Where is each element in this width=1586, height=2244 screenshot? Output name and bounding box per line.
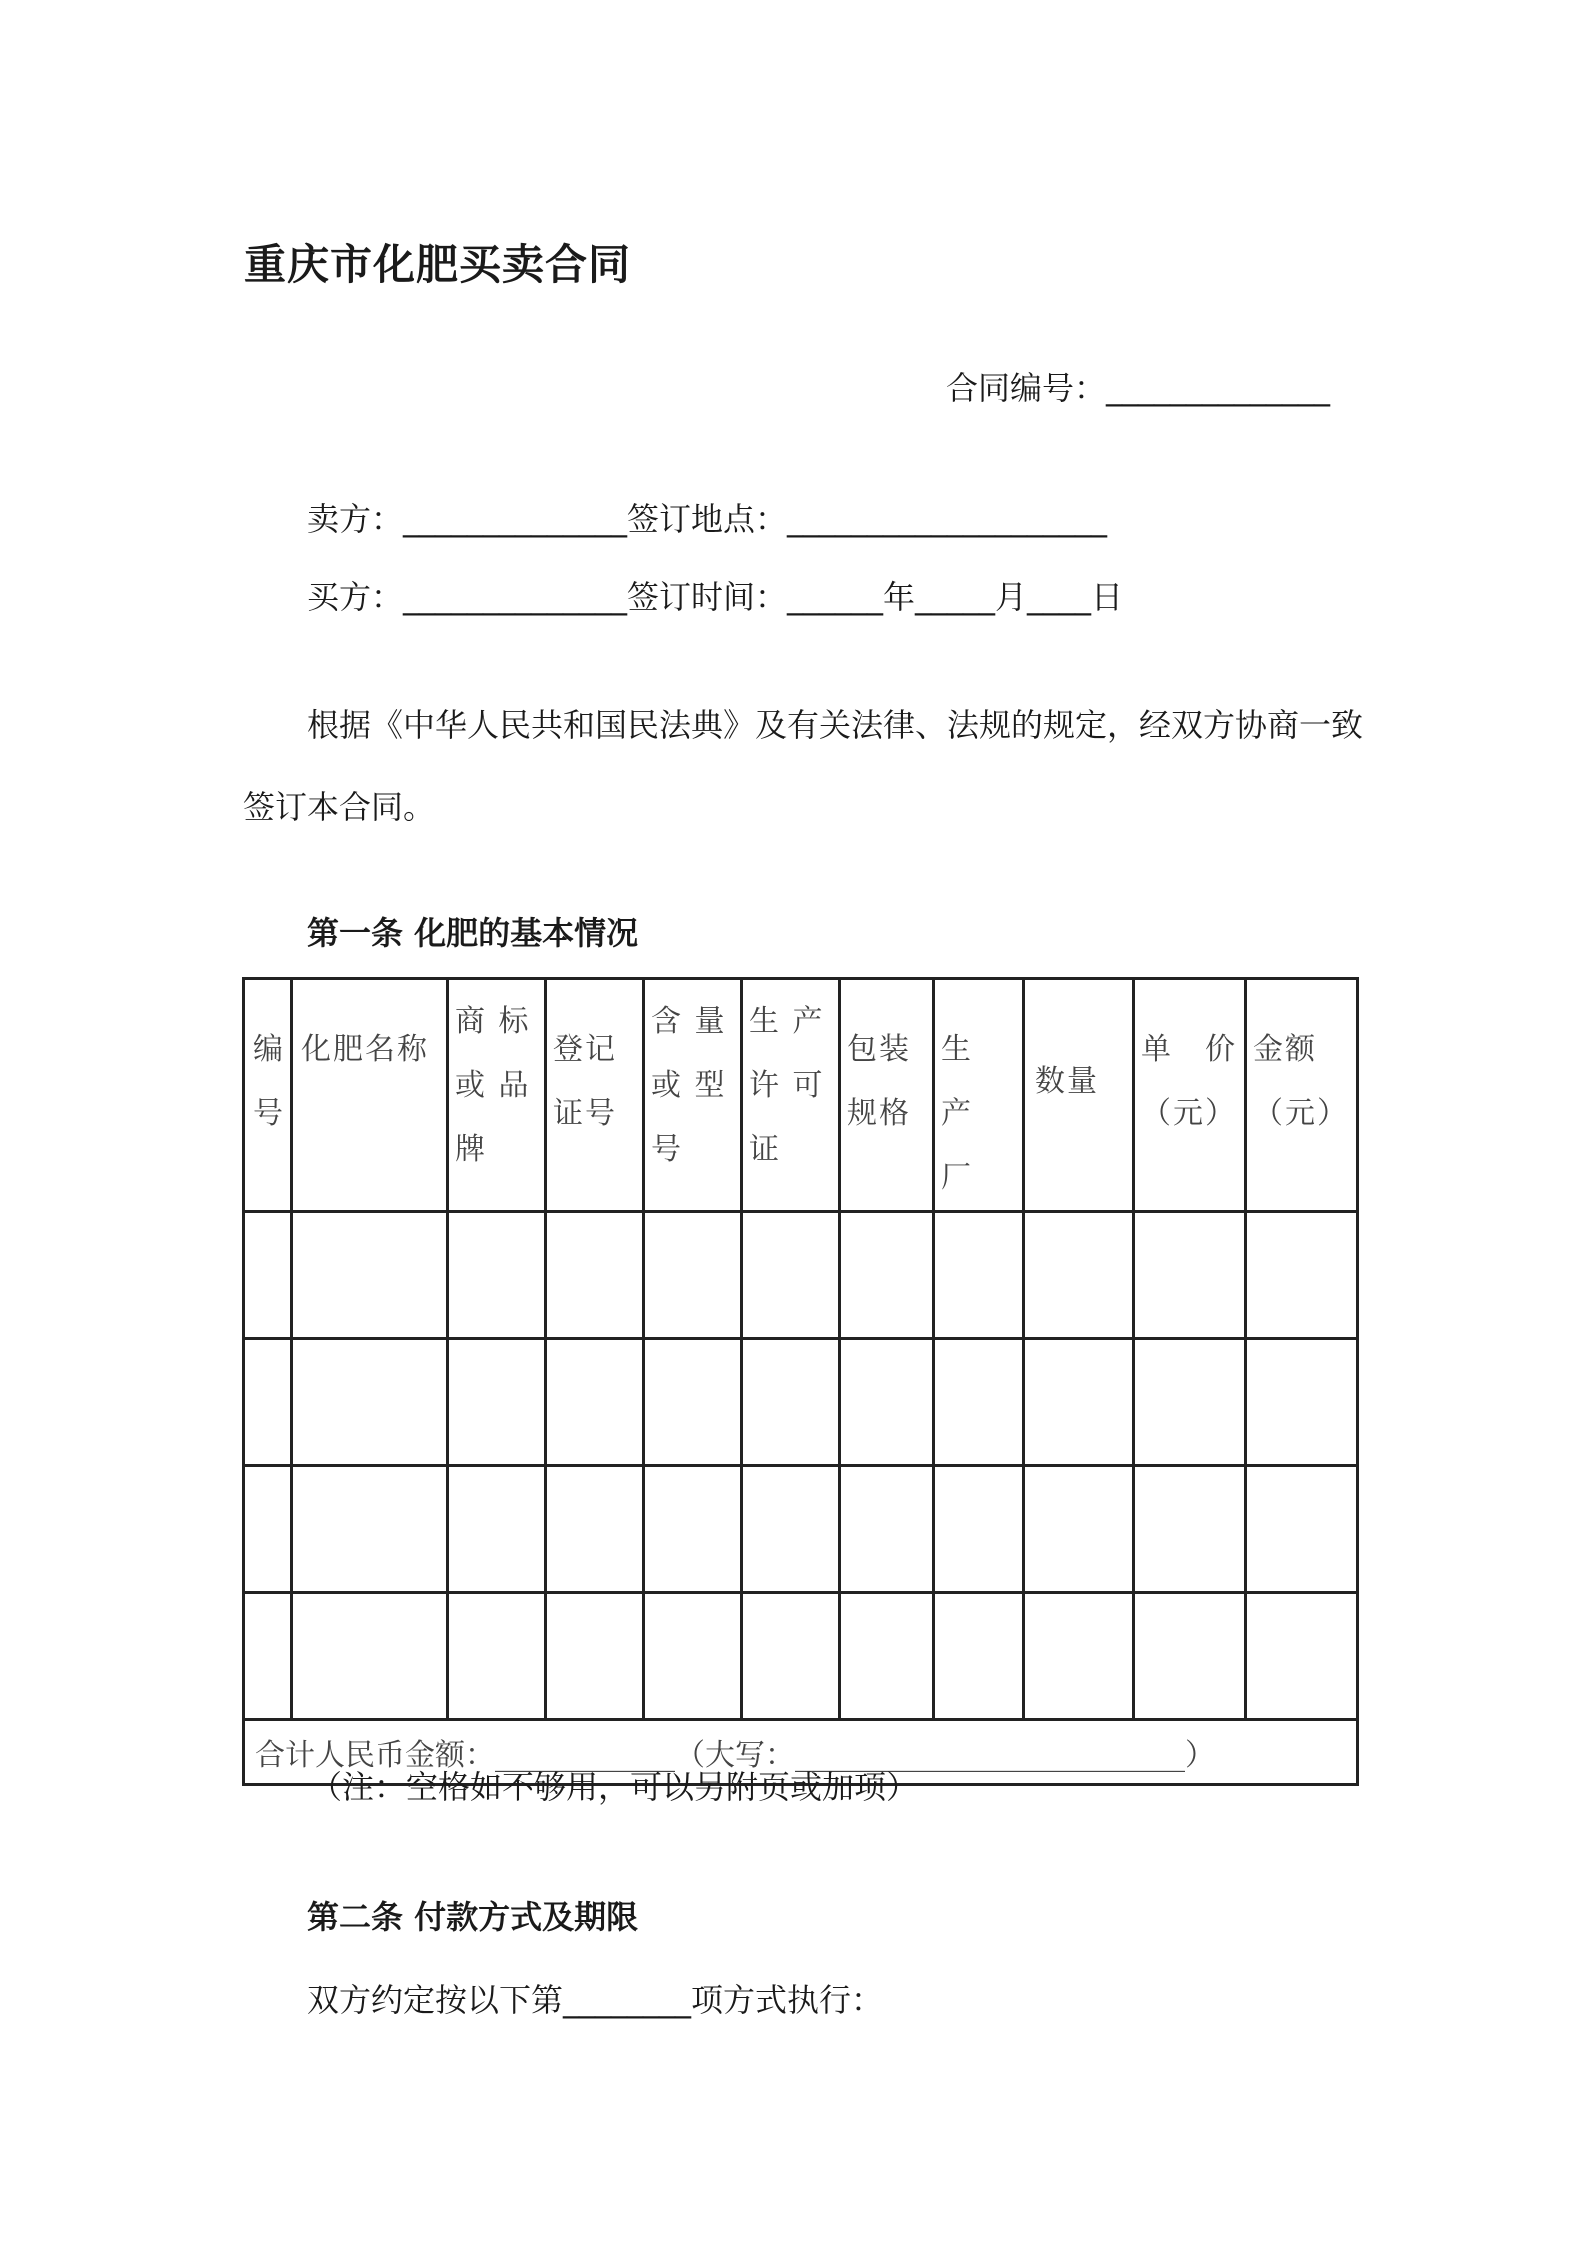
header-package-spec: 包装 规格 bbox=[840, 979, 934, 1212]
table-cell bbox=[292, 1339, 448, 1466]
table-cell bbox=[1024, 1212, 1134, 1339]
table-cell bbox=[1024, 1466, 1134, 1593]
article-2-heading: 第二条 付款方式及期限 bbox=[307, 1898, 639, 1936]
header-manufacturer: 生 产 厂 bbox=[934, 979, 1024, 1212]
intro-paragraph-line-1: 根据《中华人民共和国民法典》及有关法律、法规的规定，经双方协商一致 bbox=[307, 706, 1364, 744]
table-cell bbox=[742, 1466, 840, 1593]
table-cell bbox=[1246, 1339, 1358, 1466]
table-cell bbox=[546, 1466, 644, 1593]
table-cell bbox=[546, 1593, 644, 1720]
table-cell bbox=[1134, 1593, 1246, 1720]
contract-number-field: 合同编号：______________ bbox=[946, 369, 1331, 407]
table-row bbox=[244, 1593, 1358, 1720]
table-row bbox=[244, 1212, 1358, 1339]
table-header-row bbox=[244, 979, 1358, 1212]
table-cell bbox=[934, 1593, 1024, 1720]
table-note: （注：空格如不够用，可以另附页或加项） bbox=[310, 1768, 919, 1806]
table-cell bbox=[644, 1593, 742, 1720]
table-cell bbox=[244, 1466, 292, 1593]
table-cell bbox=[244, 1593, 292, 1720]
table-cell bbox=[1246, 1593, 1358, 1720]
table-cell bbox=[840, 1339, 934, 1466]
table-cell bbox=[292, 1466, 448, 1593]
table-cell bbox=[644, 1212, 742, 1339]
table-cell bbox=[244, 1212, 292, 1339]
table-row bbox=[244, 1339, 1358, 1466]
table-cell bbox=[644, 1339, 742, 1466]
table-cell bbox=[448, 1466, 546, 1593]
table-cell bbox=[644, 1466, 742, 1593]
table-cell bbox=[934, 1339, 1024, 1466]
table-cell bbox=[1024, 1339, 1134, 1466]
document-title: 重庆市化肥买卖合同 bbox=[244, 240, 632, 289]
table-cell bbox=[1134, 1339, 1246, 1466]
table-cell bbox=[742, 1212, 840, 1339]
buyer-signing-date-line: 买方：______________签订时间：______年_____月____日 bbox=[307, 578, 1124, 616]
header-brand: 商 标 或 品 牌 bbox=[448, 979, 546, 1212]
table-cell bbox=[448, 1212, 546, 1339]
header-registration-no: 登记 证号 bbox=[546, 979, 644, 1212]
header-fertilizer-name: 化肥名称 bbox=[292, 979, 448, 1212]
header-production-license: 生 产 许 可 证 bbox=[742, 979, 840, 1212]
table-cell bbox=[1024, 1593, 1134, 1720]
total-amount-line: 合计人民币金额：____________（大写：__________________________） bbox=[244, 1720, 1358, 1785]
table-row bbox=[244, 1466, 1358, 1593]
header-content-model: 含 量 或 型 号 bbox=[644, 979, 742, 1212]
table-cell bbox=[546, 1339, 644, 1466]
fertilizer-info-table bbox=[242, 977, 1359, 1786]
table-cell bbox=[1246, 1212, 1358, 1339]
article-1-heading: 第一条 化肥的基本情况 bbox=[307, 914, 639, 952]
header-number: 编 号 bbox=[244, 979, 292, 1212]
article-2-payment-line: 双方约定按以下第________项方式执行： bbox=[307, 1981, 884, 2019]
table-cell bbox=[546, 1212, 644, 1339]
table-cell bbox=[292, 1212, 448, 1339]
header-amount: 金额 （元） bbox=[1246, 979, 1358, 1212]
table-cell bbox=[244, 1339, 292, 1466]
header-quantity: 数量 bbox=[1024, 979, 1134, 1212]
table-cell bbox=[1134, 1466, 1246, 1593]
table-cell bbox=[742, 1339, 840, 1466]
table-cell bbox=[840, 1466, 934, 1593]
table-cell bbox=[840, 1212, 934, 1339]
table-cell bbox=[1246, 1466, 1358, 1593]
table-cell bbox=[934, 1466, 1024, 1593]
table-cell bbox=[934, 1212, 1024, 1339]
table-cell bbox=[1134, 1212, 1246, 1339]
table-cell bbox=[742, 1593, 840, 1720]
table-cell bbox=[840, 1593, 934, 1720]
table-cell bbox=[448, 1593, 546, 1720]
table-cell bbox=[292, 1593, 448, 1720]
header-unit-price: 单 价 （元） bbox=[1134, 979, 1246, 1212]
seller-signing-place-line: 卖方：______________签订地点：____________________ bbox=[307, 500, 1108, 538]
table-cell bbox=[448, 1339, 546, 1466]
intro-paragraph-line-2: 签订本合同。 bbox=[243, 788, 436, 826]
